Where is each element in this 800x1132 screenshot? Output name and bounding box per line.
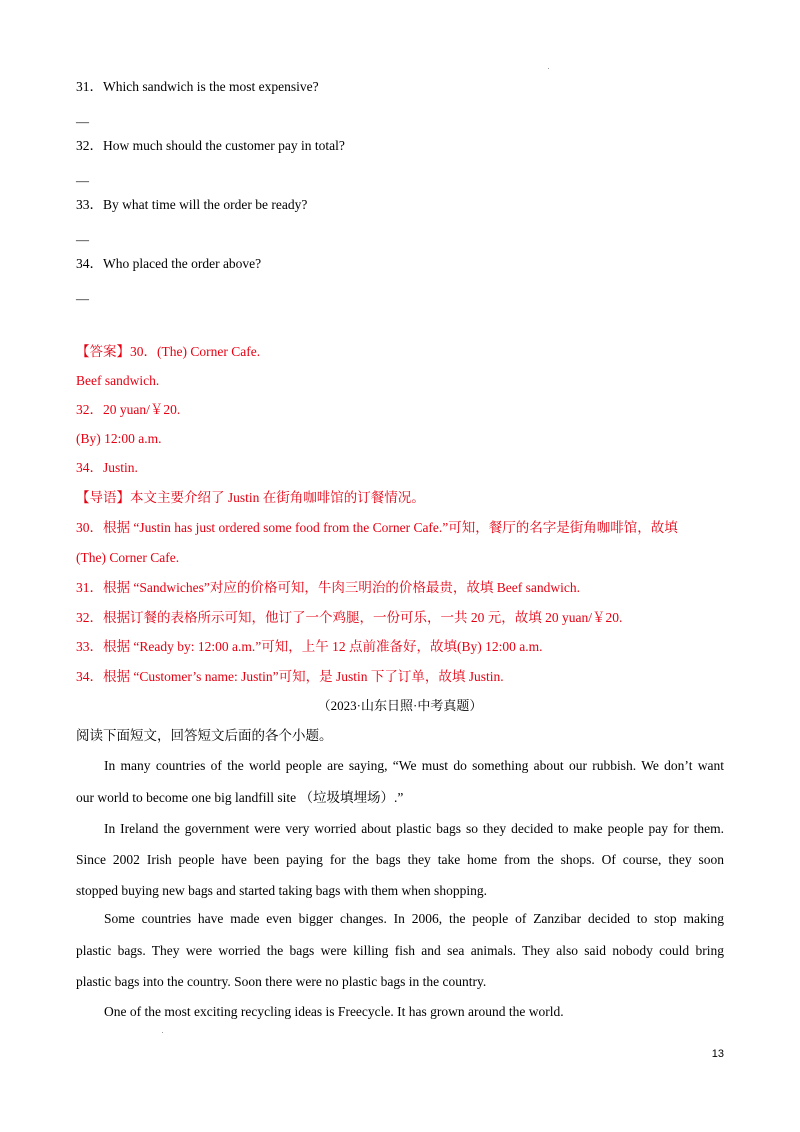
answer-34: 34．Justin. <box>76 460 138 475</box>
answer-blank-31: — <box>76 114 89 129</box>
answer-30: 30．(The) Corner Cafe. <box>130 344 261 359</box>
explanation-31: 31．根据 “Sandwiches”对应的价格可知，牛肉三明治的价格最贵，故填 Beef sandwich. <box>76 580 580 595</box>
question-32: 32．How much should the customer pay in total? <box>76 138 345 153</box>
question-34: 34．Who placed the order above? <box>76 256 262 271</box>
scan-speck <box>548 68 549 69</box>
question-31: 31．Which sandwich is the most expensive? <box>76 79 319 94</box>
passage-p4-line1: One of the most exciting recycling ideas is Freecycle. It has grown around the world. <box>104 1004 564 1019</box>
passage-p3-line2: plastic bags. They were worried the bags were killing fish and sea animals. They also said nobody could bring <box>76 943 724 958</box>
page-number: 13 <box>711 1048 724 1060</box>
passage-p1-line1: In many countries of the world people are saying, “We must do something about our rubbish. We don’t want <box>104 758 724 773</box>
passage-p1-line2: our world to become one big landfill site （垃圾填埋场）.” <box>76 790 404 805</box>
reading-instruction: 阅读下面短文，回答短文后面的各个小题。 <box>76 728 333 743</box>
passage-p2-line3: stopped buying new bags and started taking bags with them when shopping. <box>76 883 487 898</box>
guide-text: 本文主要介绍了 Justin 在街角咖啡馆的订餐情况。 <box>130 490 425 505</box>
answer-block-first <box>76 343 724 361</box>
explanation-34: 34．根据 “Customer’s name: Justin”可知，是 Justin 下了订单，故填 Justin. <box>76 669 504 684</box>
answer-label: 【答案】 <box>76 344 130 359</box>
explanation-30-line2: (The) Corner Cafe. <box>76 550 180 565</box>
passage-p3-line1: Some countries have made even bigger changes. In 2006, the people of Zanzibar decided to stop making <box>104 911 724 926</box>
answer-blank-34: — <box>76 291 89 306</box>
guide-line <box>76 489 724 507</box>
answer-blank-32: — <box>76 173 89 188</box>
answer-33: (By) 12:00 a.m. <box>76 431 162 446</box>
question-33: 33．By what time will the order be ready? <box>76 197 308 212</box>
answer-31: Beef sandwich. <box>76 373 160 388</box>
answer-blank-33: — <box>76 232 89 247</box>
passage-p3-line3: plastic bags into the country. Soon there were no plastic bags in the country. <box>76 974 487 989</box>
explanation-32: 32．根据订餐的表格所示可知，他订了一个鸡腿，一份可乐，一共 20 元，故填 20 yuan/￥20. <box>76 610 623 625</box>
source-note: （2023·山东日照·中考真题） <box>317 698 483 713</box>
explanation-33: 33．根据 “Ready by: 12:00 a.m.”可知，上午 12 点前准备好，故填(By) 12:00 a.m. <box>76 639 543 654</box>
passage-p2-line1: In Ireland the government were very worried about plastic bags so they decided to make people pay for them. <box>104 821 724 836</box>
explanation-30-line1: 30．根据 “Justin has just ordered some food from the Corner Cafe.”可知，餐厅的名字是街角咖啡馆，故填 <box>76 520 678 535</box>
passage-p2-line2: Since 2002 Irish people have been paying for the bags they take home from the shops. Of course, they soon <box>76 852 724 867</box>
answer-32: 32．20 yuan/￥20. <box>76 402 181 417</box>
guide-label: 【导语】 <box>76 490 130 505</box>
scan-speck <box>162 1032 163 1033</box>
